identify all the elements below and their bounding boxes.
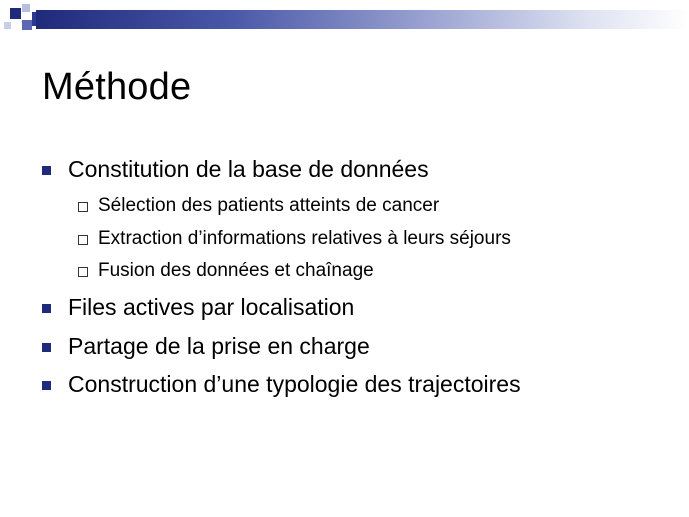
list-item-label: Construction d’une typologie des trajectoires: [68, 371, 521, 397]
corner-square-icon: [22, 20, 32, 30]
sub-list-item-label: Fusion des données et chaînage: [98, 260, 374, 281]
sub-list-item: [78, 195, 439, 217]
list-item-label: Constitution de la base de données: [68, 156, 429, 182]
list-item: [42, 333, 370, 360]
hollow-square-bullet-icon: [78, 235, 88, 245]
hollow-square-bullet-icon: [78, 202, 88, 212]
header-gradient-bar: [36, 10, 689, 29]
corner-square-icon: [4, 22, 11, 29]
sub-list-item-label: Extraction d’informations relatives à leurs séjours: [98, 228, 511, 249]
slide-title: Méthode: [42, 66, 192, 108]
filled-square-bullet-icon: [42, 381, 51, 390]
list-item-label: Partage de la prise en charge: [68, 333, 370, 359]
list-item-label: Files actives par localisation: [68, 294, 355, 320]
sub-list-item: [78, 228, 511, 250]
list-item: [42, 156, 429, 183]
list-item: [42, 371, 521, 398]
sub-list-item: [78, 260, 374, 282]
hollow-square-bullet-icon: [78, 267, 88, 277]
filled-square-bullet-icon: [42, 166, 51, 175]
filled-square-bullet-icon: [42, 304, 51, 313]
list-item: [42, 294, 354, 321]
sub-list-item-label: Sélection des patients atteints de cancer: [98, 195, 440, 216]
corner-square-icon: [10, 8, 21, 19]
corner-square-icon: [22, 4, 30, 12]
filled-square-bullet-icon: [42, 343, 51, 352]
